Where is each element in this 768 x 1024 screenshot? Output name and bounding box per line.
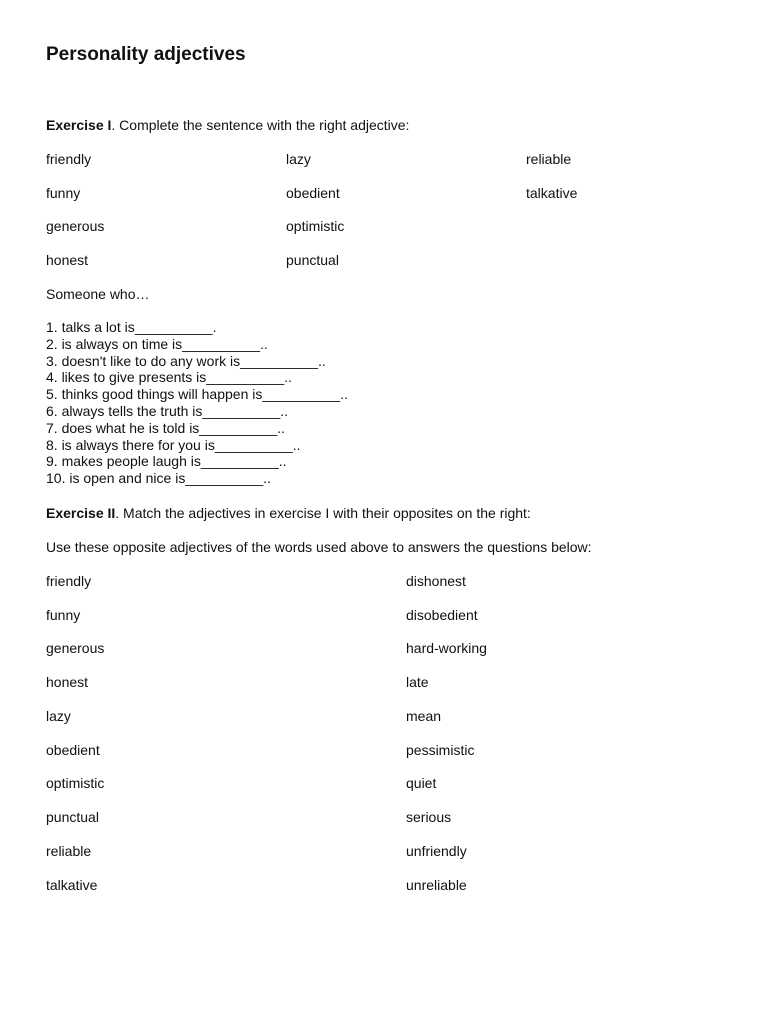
word-bank-item: lazy xyxy=(286,151,311,167)
sentence-item: 1. talks a lot is__________. xyxy=(46,319,217,335)
adjective-item: generous xyxy=(46,640,105,656)
adjective-item: friendly xyxy=(46,573,92,589)
adjective-item: obedient xyxy=(46,742,100,758)
opposite-item: quiet xyxy=(406,775,437,791)
adjective-item: optimistic xyxy=(46,775,105,791)
opposite-item: serious xyxy=(406,809,452,825)
opposite-item: pessimistic xyxy=(406,742,475,758)
word-bank-item: honest xyxy=(46,252,89,268)
adjective-item: lazy xyxy=(46,708,71,724)
sentence-item: 4. likes to give presents is__________.. xyxy=(46,369,292,386)
word-bank-item: funny xyxy=(46,185,81,201)
opposite-item: disobedient xyxy=(406,607,478,623)
sentence-item: 7. does what he is told is__________.. xyxy=(46,419,285,436)
sentence-item: 3. doesn't like to do any work is__________.. xyxy=(46,352,326,369)
adjective-item: reliable xyxy=(46,843,92,859)
sentence-lead: Someone who… xyxy=(46,286,150,302)
exercise-2-note: Use these opposite adjectives of the words used above to answers the questions below: xyxy=(46,539,592,555)
word-bank-item: obedient xyxy=(286,185,340,201)
exercise-2-label: Exercise II xyxy=(46,505,116,521)
exercise-1-instruction: . Complete the sentence with the right adjective: xyxy=(111,117,410,133)
exercise-2-heading xyxy=(46,505,531,522)
word-bank-item: reliable xyxy=(526,151,572,167)
page-title: Personality adjectives xyxy=(46,44,246,65)
adjective-item: funny xyxy=(46,607,81,623)
adjective-item: talkative xyxy=(46,877,98,893)
exercise-2-instruction: . Match the adjectives in exercise I with their opposites on the right: xyxy=(115,505,531,521)
adjective-item: punctual xyxy=(46,809,99,825)
opposite-item: unfriendly xyxy=(406,843,467,859)
sentence-item: 10. is open and nice is__________.. xyxy=(46,470,271,487)
word-bank-item: optimistic xyxy=(286,218,345,234)
opposite-item: dishonest xyxy=(406,573,466,589)
exercise-1-label: Exercise I xyxy=(46,117,112,133)
sentence-item: 9. makes people laugh is__________.. xyxy=(46,453,287,470)
word-bank-item: punctual xyxy=(286,252,339,268)
sentence-item: 8. is always there for you is__________.. xyxy=(46,436,301,453)
exercise-1-heading xyxy=(46,117,409,134)
sentence-list xyxy=(46,319,348,487)
word-bank-item: talkative xyxy=(526,185,578,201)
sentence-item: 2. is always on time is__________.. xyxy=(46,335,268,352)
opposite-item: mean xyxy=(406,708,442,724)
word-bank-item: friendly xyxy=(46,151,92,167)
adjective-item: honest xyxy=(46,674,89,690)
sentence-item: 6. always tells the truth is__________.. xyxy=(46,402,289,419)
opposite-item: late xyxy=(406,674,429,690)
opposite-item: hard-working xyxy=(406,640,487,656)
opposite-item: unreliable xyxy=(406,877,467,893)
word-bank-item: generous xyxy=(46,218,105,234)
sentence-item: 5. thinks good things will happen is__________.. xyxy=(46,386,348,403)
